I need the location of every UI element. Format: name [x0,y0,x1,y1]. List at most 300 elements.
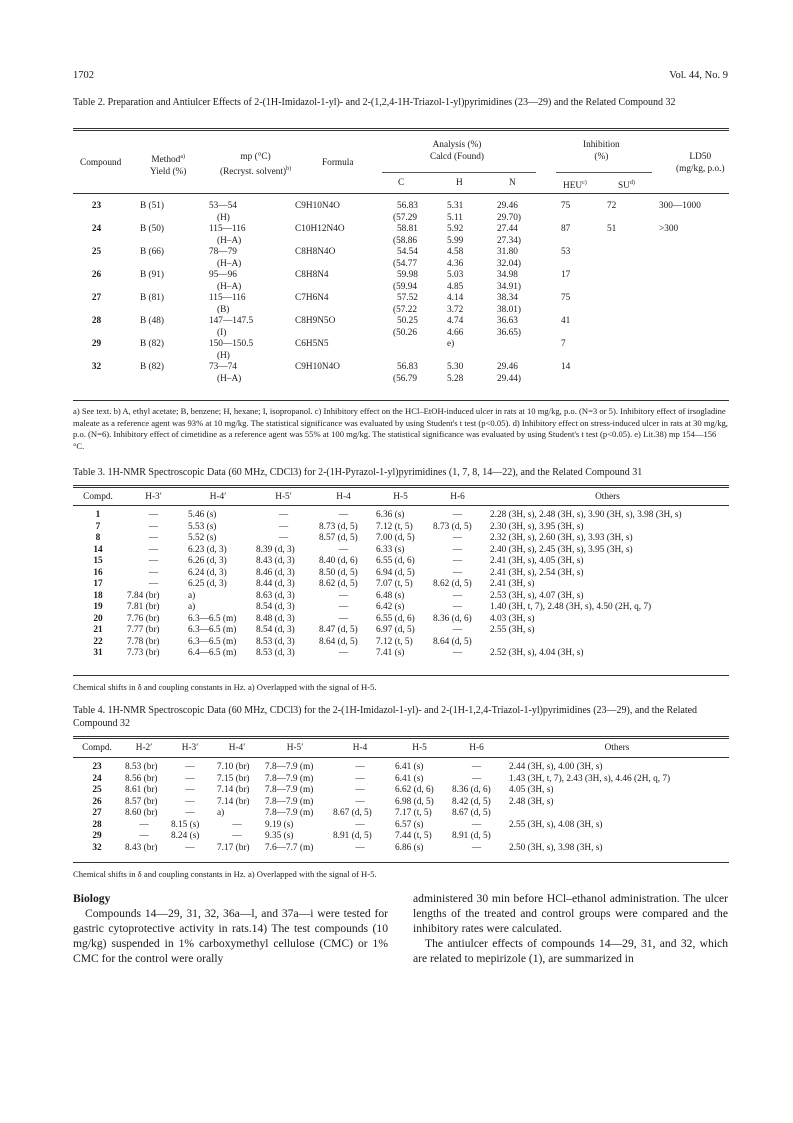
shift-value: 8.39 (d, 3) [256,544,295,555]
shift-value: 6.3—6.5 (m) [188,625,237,635]
calc-n: 29.46 [497,362,518,372]
su-value [599,316,645,328]
table-row [73,602,729,614]
shift-value: 8.64 (d, 5) [433,636,472,647]
column-header: Compd. [83,492,113,502]
shift-value: — [338,590,349,601]
shift-value: 8.62 (d, 5) [319,579,358,589]
table-row [73,522,729,534]
shift-value: — [338,648,349,658]
table-row [73,505,729,522]
compound-id: 23 [91,201,102,211]
shift-value: — [355,785,365,795]
shift-value: 7.15 (br) [217,773,250,784]
shift-value: 5.52 (s) [188,533,217,543]
table3 [73,489,729,660]
shift-value: — [355,762,365,772]
ld50-value [645,270,729,282]
shift-value: 7.8—7.9 (m) [265,796,314,807]
compound-id: 19 [93,602,103,612]
heu-value: 41 [561,316,571,326]
other-signals: 1.43 (3H, t, 7), 2.43 (3H, s), 4.46 (2H, q, 7) [509,773,671,784]
column-header: H-5 [393,492,408,502]
calc-n: 36.63 [497,316,518,326]
shift-value: 7.14 (br) [217,785,250,795]
formula: C8H8N4 [295,270,329,280]
heu-value: 14 [561,362,571,372]
t2-h-inhibition: Inhibition (%) [583,140,620,162]
calc-h: 5.92 [447,224,464,234]
su-value [599,270,645,282]
calc-h: 5.30 [447,362,464,372]
recryst-solvent: (H–A) [217,235,242,246]
table-row [73,614,729,626]
compound-id: 18 [93,590,103,601]
shift-value: — [471,762,482,772]
shift-value: — [148,567,159,578]
recryst-solvent: (B) [217,304,230,315]
shift-value: 6.94 (d, 5) [376,567,415,578]
shift-value: — [185,773,195,784]
table2-footnote: a) See text. b) A, ethyl acetate; B, benzene; H, hexane; I, isopropanol. c) Inhibitory effect on the HCl–EtOH-induced ulcer in rats at 10 mg/kg, p.o. (N=3 or 5). Inhibitory effect of irsogladine maleate as a reference agent was 93% at 10 mg/kg. The statistical significance was evaluated by using Student's t test (p<0.05). d) Inhibitory effect on stress-induced ulcer in rats at 30 mg/kg, p.o. (N=6). Inhibitory effect of cimetidine as a reference agent was 55% at 100 mg/kg. The statistical significance was evaluated by using Student's t test (p<0.05). e) Lit.38) mp 154—156 °C. [73,406,728,451]
calc-h: 4.14 [447,293,464,303]
table-row [73,545,729,557]
shift-value: 8.73 (d, 5) [319,521,358,532]
other-signals: 4.05 (3H, s) [509,785,554,795]
volume-label: Vol. 44, No. 9 [669,70,728,81]
found-c: (54.77 [393,258,418,269]
found-c: (58.86 [393,235,418,246]
table3-top-rule [73,485,729,486]
calc-c [379,339,439,351]
shift-value: 7.8—7.9 (m) [265,762,314,772]
shift-value: 8.63 (d, 3) [256,590,295,601]
formula: C10H12N4O [295,224,345,234]
shift-value: 8.53 (d, 3) [256,648,295,658]
shift-value: 8.60 (br) [125,808,158,818]
table4-footnote: Chemical shifts in δ and coupling constants in Hz. a) Overlapped with the signal of H-5. [73,869,377,879]
other-signals: 2.55 (3H, s) [490,625,535,635]
shift-value: 7.14 (br) [217,796,250,807]
shift-value: 6.36 (s) [376,510,405,520]
ld50-value [645,339,729,351]
page-number: 1702 [73,70,94,81]
table2-top-rule [73,128,729,129]
column-header: H-6 [469,743,484,753]
shift-value: — [148,533,159,543]
other-signals: 2.41 (3H, s), 4.05 (3H, s) [490,556,584,566]
found-c: (57.22 [393,304,418,315]
other-signals: 2.50 (3H, s), 3.98 (3H, s) [509,842,603,853]
calc-n [491,339,547,351]
table-row [73,362,729,374]
table-row [73,579,729,591]
other-signals: 1.40 (3H, t, 7), 2.48 (3H, s), 4.50 (2H, q, 7) [490,602,652,612]
shift-value: — [471,842,482,853]
shift-value: 8.15 (s) [171,819,200,830]
melting-point: 150—150.5 [209,339,254,349]
column-header: Compd. [82,743,112,753]
shift-value: 7.8—7.9 (m) [265,808,314,818]
shift-value: 8.36 (d, 6) [433,613,472,624]
shift-value: 8.46 (d, 3) [256,567,295,578]
heu-value: 75 [561,293,571,303]
compound-id: 26 [92,796,102,807]
found-n: 29.44) [497,373,522,384]
shift-value: 7.10 (br) [217,762,250,772]
shift-value: — [148,510,159,520]
shift-value: — [338,613,349,624]
table3-footnote: Chemical shifts in δ and coupling constants in Hz. a) Overlapped with the signal of H-5. [73,682,377,692]
found-c: (56.79 [393,373,418,384]
shift-value: 8.47 (d, 5) [319,625,358,635]
table-row [73,293,729,305]
calc-n: 34.98 [497,270,518,280]
table2-caption: Table 2. Preparation and Antiulcer Effects of 2-(1H-Imidazol-1-yl)- and 2-(1,2,4-1H-Triazol-1-yl)pyrimidines (23—29) and the Related Compound 32 [73,97,676,108]
shift-value: 7.76 (br) [127,613,160,624]
shift-value: 8.91 (d, 5) [452,831,491,841]
shift-value: — [355,796,365,807]
compound-id: 27 [92,808,102,818]
column-header: H-5′ [286,743,304,753]
shift-value: 8.50 (d, 5) [319,567,358,578]
method-yield: B (50) [140,224,165,234]
shift-value: — [355,842,365,853]
column-header: Others [595,492,620,502]
shift-value: — [355,819,365,830]
table-row [73,625,729,637]
found-c: (50.26 [393,327,418,338]
t2-h-ld50: LD50 (mg/kg, p.o.) [676,152,725,174]
compound-id: 26 [91,270,102,280]
shift-value: 6.26 (d, 3) [188,556,227,566]
other-signals [505,808,729,820]
shift-value: — [232,831,242,841]
shift-value: 8.43 (d, 3) [256,556,295,566]
method-yield: B (82) [140,339,165,349]
shift-value: — [452,567,463,578]
shift-value: 8.36 (d, 6) [452,785,491,795]
table-row [73,808,729,820]
ld50-value [645,293,729,305]
shift-value: 7.81 (br) [127,602,160,612]
shift-value: 6.48 (s) [376,590,405,601]
heu-value: 75 [561,201,571,211]
t2-h-su: SU$^{d)}$ [618,180,635,192]
compound-id: 25 [91,247,102,257]
compound-id: 21 [93,625,103,635]
calc-n: 38.34 [497,293,518,303]
shift-value: — [185,762,195,772]
table4-header-rule [73,757,729,758]
other-signals: 2.53 (3H, s), 4.07 (3H, s) [490,590,584,601]
method-yield: B (66) [140,247,165,257]
calc-n: 29.46 [497,201,518,211]
t2-h-c: C [398,178,405,188]
other-signals: 2.40 (3H, s), 2.45 (3H, s), 3.95 (3H, s) [490,544,633,555]
shift-value: 8.44 (d, 3) [256,579,295,589]
shift-value: 7.84 (br) [127,590,160,601]
table-row [73,339,729,351]
found-h: 4.85 [447,281,464,292]
shift-value: 7.73 (br) [127,648,160,658]
column-header: H-4′ [228,743,246,753]
other-signals: 2.44 (3H, s), 4.00 (3H, s) [509,762,603,772]
shift-value: 8.56 (br) [125,773,158,784]
recryst-solvent: (H–A) [217,281,242,292]
heu-value: 53 [561,247,571,257]
table3-bottom-rule [73,675,729,676]
shift-value: 6.33 (s) [376,544,405,555]
found-c: (57.29 [393,212,418,223]
shift-value: 6.55 (d, 6) [376,613,415,624]
shift-value: 7.41 (s) [376,648,405,658]
table-row [73,774,729,786]
table3-header-rule [73,505,729,506]
calc-h: 4.58 [447,247,464,257]
column-header: H-3′ [181,743,199,753]
method-yield: B (48) [140,316,165,326]
table-row [73,533,729,545]
formula: C6H5N5 [295,339,329,349]
t2-inhibition-rule [556,172,652,173]
melting-point: 78—79 [209,247,237,257]
column-header: H-2′ [135,743,153,753]
compound-id: 29 [91,339,102,349]
compound-id: 32 [91,362,102,372]
shift-value: — [452,544,463,555]
table-row-found [73,213,729,225]
formula: C8H8N4O [295,247,336,257]
found-h: 5.11 [447,212,463,223]
shift-value: 6.3—6.5 (m) [188,613,237,624]
other-signals: 2.48 (3H, s) [509,796,554,807]
found-c: (59.94 [393,281,418,292]
found-h: 5.99 [447,235,464,246]
compound-id: 24 [91,224,102,234]
table-row-found [73,374,729,386]
table-row [73,556,729,568]
formula: C9H10N4O [295,362,340,372]
column-header: Others [604,743,630,753]
biology-heading: Biology [73,892,111,905]
table-row-found [73,236,729,248]
method-yield: B (81) [140,293,165,303]
compound-id: 16 [93,567,103,578]
shift-value: a) [217,808,225,818]
formula: C9H10N4O [295,201,340,211]
shift-value: 8.53 (d, 3) [256,636,295,647]
table-row-found [73,351,729,363]
found-n [491,351,547,363]
table-row [73,201,729,213]
table4-caption: Table 4. 1H-NMR Spectroscopic Data (60 MHz, CDCl3) for the 2-(1H-Imidazol-1-yl)- and 2-(1H-1,2,4-Triazol-1-yl)pyrimidines (23—29), and the Related Compound 32 [73,705,698,729]
column-header: H-4′ [209,492,227,502]
found-n: 27.34) [497,235,522,246]
shift-value: — [232,819,242,830]
calc-c: 56.83 [397,362,418,372]
shift-value: 6.98 (d, 5) [395,796,434,807]
table-row-found [73,259,729,271]
recryst-solvent: (H–A) [217,373,242,384]
compound-id: 20 [93,613,103,624]
table-row [73,270,729,282]
shift-value: 8.57 (br) [125,796,158,807]
table2-bottom-rule [73,400,729,401]
column-header: H-4 [336,492,351,502]
calc-h: e) [447,339,455,349]
other-signals: 2.28 (3H, s), 2.48 (3H, s), 3.90 (3H, s), 3.98 (3H, s) [490,510,682,520]
shift-value: 7.00 (d, 5) [376,533,415,543]
shift-value: 9.35 (s) [265,831,294,841]
compound-id: 28 [91,316,102,326]
table-row [73,591,729,603]
shift-value: 8.57 (d, 5) [319,533,358,543]
compound-id: 17 [93,579,103,589]
found-h: 4.66 [447,327,464,338]
recryst-solvent: (H) [217,350,230,361]
shift-value: — [452,648,463,658]
shift-value: — [148,544,159,555]
found-h: 3.72 [447,304,464,315]
t2-analysis-rule [382,172,536,173]
ld50-value [645,362,729,374]
shift-value: 8.62 (d, 5) [433,579,472,589]
su-value [599,362,645,374]
melting-point: 147—147.5 [209,316,254,326]
calc-c: 54.54 [397,247,418,257]
column-header: H-5′ [275,492,292,502]
shift-value: 7.8—7.9 (m) [265,773,314,784]
table2-body [73,201,729,385]
shift-value: 8.24 (s) [171,831,200,841]
shift-value: — [452,625,463,635]
shift-value: a) [188,602,196,612]
other-signals: 2.41 (3H, s) [490,579,535,589]
calc-h: 4.74 [447,316,464,326]
calc-n: 27.44 [497,224,518,234]
formula: C8H9N5O [295,316,336,326]
shift-value: — [338,544,349,555]
shift-value: 7.6—7.7 (m) [265,842,314,853]
shift-value: 6.41 (s) [395,773,424,784]
shift-value: 7.77 (br) [127,625,160,635]
table-row [73,843,729,855]
shift-value: — [139,831,149,841]
calc-c: 50.25 [397,316,418,326]
su-value [599,293,645,305]
shift-value: 8.61 (br) [125,785,158,795]
column-header: H-5 [412,743,427,753]
shift-value: — [185,808,195,818]
table-row [73,785,729,797]
method-yield: B (91) [140,270,165,280]
compound-id: 14 [93,544,103,555]
shift-value: 8.91 (d, 5) [333,831,372,841]
shift-value: 6.86 (s) [395,842,424,853]
calc-h: 5.31 [447,201,464,211]
shift-value: 8.43 (br) [125,842,158,853]
shift-value: 8.40 (d, 6) [319,556,358,566]
shift-value: 8.73 (d, 5) [433,521,472,532]
shift-value: — [278,533,289,543]
compound-id: 23 [92,762,102,772]
shift-value: 6.3—6.5 (m) [188,636,237,647]
t2-h-method: Method$^{a)}$ Yield (%) [150,154,187,177]
shift-value: 9.19 (s) [265,819,294,830]
recryst-solvent: (I) [217,327,227,338]
heu-value: 7 [561,339,566,349]
melting-point: 73—74 [209,362,237,372]
shift-value: — [338,602,349,612]
calc-c: 58.81 [397,224,418,234]
shift-value: — [452,590,463,601]
shift-value: 6.57 (s) [395,819,424,830]
shift-value: — [471,773,482,784]
recryst-solvent: (H) [217,212,230,223]
shift-value: 6.25 (d, 3) [188,579,227,589]
column-header: H-3′ [145,492,162,502]
shift-value: — [471,819,482,830]
shift-value: — [452,602,463,612]
method-yield: B (82) [140,362,165,372]
biology-left-paragraph: Compounds 14—29, 31, 32, 36a—l, and 37a—i were tested for gastric cytoprotective activity in rats.14) The test compounds (10 mg/kg) suspended in 1% carboxymethyl cellulose (CMC) or 1% CMC for the control were orally [73,907,388,965]
shift-value: 8.53 (br) [125,762,158,772]
table-row-found [73,328,729,340]
compound-id: 29 [92,831,102,841]
t2-h-formula: Formula [322,158,354,168]
calc-c: 57.52 [397,293,418,303]
shift-value: 6.97 (d, 5) [376,625,415,635]
biology-right-paragraph-2: The antiulcer effects of compounds 14—29, 31, and 32, which are related to mepirizole (1), are summarized in [413,937,728,965]
shift-value: — [148,579,159,589]
melting-point: 53—54 [209,201,237,211]
compound-id: 15 [93,556,103,566]
table4-top-rule [73,736,729,737]
found-n: 29.70) [497,212,522,223]
su-value: 51 [607,224,617,234]
found-h [439,351,491,363]
compound-id: 24 [92,773,102,784]
shift-value: 8.67 (d, 5) [452,808,491,818]
shift-value: 7.44 (t, 5) [395,831,432,841]
su-value [599,247,645,259]
found-n: 32.04) [497,258,522,269]
other-signals [505,831,729,843]
table-row [73,831,729,843]
table3-caption: Table 3. 1H-NMR Spectroscopic Data (60 MHz, CDCl3) for 2-(1H-Pyrazol-1-yl)pyrimidines (1, 7, 8, 14—22), and the Related Compound 31 [73,467,643,478]
melting-point: 115—116 [209,293,246,303]
table-row [73,757,729,774]
shift-value: 7.8—7.9 (m) [265,785,314,795]
shift-value: 7.12 (t, 5) [376,521,413,532]
shift-value: 6.24 (d, 3) [188,567,227,578]
compound-id: 25 [92,785,102,795]
recryst-solvent: (H–A) [217,258,242,269]
calc-c: 56.83 [397,201,418,211]
heu-value: 87 [561,224,571,234]
shift-value: — [185,785,195,795]
shift-value: — [278,521,289,532]
table2-header-rule [73,193,729,194]
shift-value: 6.42 (s) [376,602,405,612]
calc-n: 31.80 [497,247,518,257]
ld50-value [645,247,729,259]
method-yield: B (51) [140,201,165,211]
compound-id: 32 [92,842,102,853]
shift-value: 7.17 (t, 5) [395,808,432,818]
t2-h-compound: Compound [80,158,122,168]
